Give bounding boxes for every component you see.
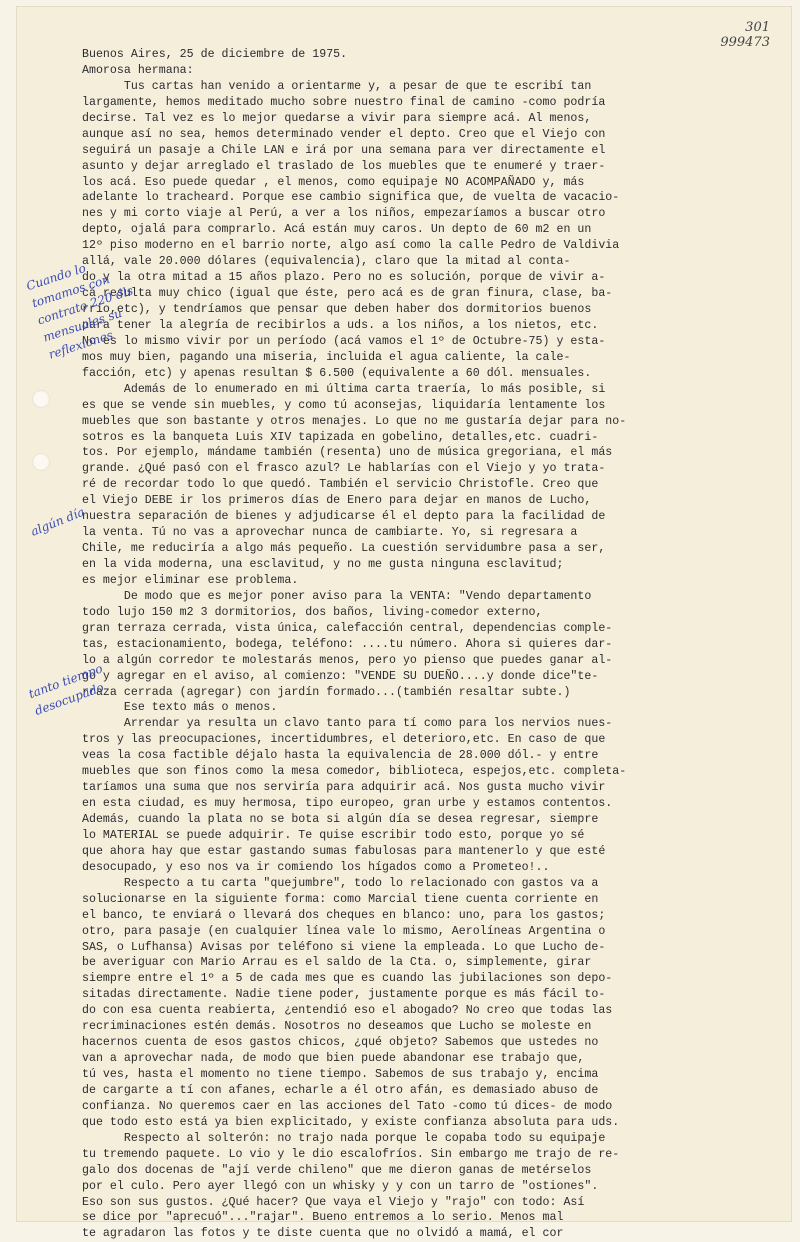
letter-line: Eso son sus gustos. ¿Qué hacer? Que vaya el Viejo y "rajo" con todo: Así xyxy=(82,1195,585,1209)
letter-line: te agradaron las fotos y te diste cuenta que no olvidó a mamá, el cor xyxy=(82,1227,564,1241)
letter-line: de cargarte a tí con afanes, echarle a él otro afán, es demasiado abuso de xyxy=(82,1083,599,1097)
letter-line: rrio,etc), y tendríamos que pensar que deben haber dos dormitorios buenos xyxy=(82,303,592,316)
letter-line: Respecto al solterón: no trajo nada porque le copaba todo su equipaje xyxy=(82,1131,606,1145)
letter-line: adelante lo tracheard. Porque ese cambio significa que, de vuelta de vacacio- xyxy=(82,191,620,205)
letter-line: confianza. No queremos caer en las acciones del Tato -como tú dices- de modo xyxy=(82,1099,613,1113)
letter-line: en esta ciudad, es muy hermosa, tipo europeo, gran urbe y estamos contentos. xyxy=(82,797,613,811)
typed-letter-body xyxy=(82,47,782,1242)
punch-hole xyxy=(32,453,50,471)
letter-line: todo lujo 150 m2 3 dormitorios, dos baños, living-comedor externo, xyxy=(82,605,543,619)
punch-hole xyxy=(32,390,50,408)
letter-line: allá, vale 20.000 dólares (equivalencia), claro que la mitad al conta- xyxy=(82,255,571,269)
letter-line: tú ves, hasta el momento no tiene tiempo. Sabemos de sus trabajo y, encima xyxy=(82,1068,599,1081)
letter-line: Arrendar ya resulta un clavo tanto para tí como para los nervios nues- xyxy=(82,717,613,731)
margin-note-handwritten: tanto tiempo desocupado xyxy=(26,661,106,718)
letter-line: Además, cuando la plata no se bota si algún día se desea regresar, siempre xyxy=(82,813,599,826)
letter-line: asunto y dejar arreglado el traslado de los muebles que te enumeré y traer- xyxy=(82,159,606,173)
letter-line: facción, etc) y apenas resultan $ 6.500 (equivalente a 60 dól. mensuales. xyxy=(82,366,592,380)
letter-line: que ahora hay que estar gastando sumas fabulosas para mantenerlo y que esté xyxy=(82,844,606,858)
letter-line: be averiguar con Mario Arrau es el saldo de la Cta. o, simplemente, girar xyxy=(82,956,592,970)
letter-line: Tus cartas han venido a orientarme y, a pesar de que te escribí tan xyxy=(82,79,592,93)
letter-line: gran terraza cerrada, vista única, calefacción central, dependencias comple- xyxy=(82,621,613,635)
letter-line: Buenos Aires, 25 de diciembre de 1975. xyxy=(82,48,348,61)
letter-line: lo MATERIAL se puede adquirir. Te quise escribir todo esto, porque yo sé xyxy=(82,828,585,842)
letter-line: Ese texto más o menos. xyxy=(82,701,278,715)
letter-line: decirse. Tal vez es lo mejor quedarse a vivir para siempre acá. Al menos, xyxy=(82,111,592,125)
letter-line: 12º piso moderno en el barrio norte, algo así como la calle Pedro de Valdivia xyxy=(82,239,620,253)
letter-line: veas la cosa factible déjalo hasta la equivalencia de 28.000 dól.- y entre xyxy=(82,749,599,763)
letter-line: lo a algún corredor te molestarás menos, pero yo pienso que puedes ganar al- xyxy=(82,653,613,667)
folio-mark xyxy=(720,20,770,50)
letter-line: otro, para pasaje (en cualquier línea vale lo mismo, Aerolíneas Argentina o xyxy=(82,924,606,938)
letter-line: do con esa cuenta reabierta, ¿entendió eso el abogado? No creo que todas las xyxy=(82,1004,613,1018)
letter-line: van a aprovechar nada, de modo que bien puede abandonar ese trabajo que, xyxy=(82,1052,585,1066)
letter-line: sotros es la banqueta Luis XIV tapizada en gobelino, detalles,etc. cuadri- xyxy=(82,430,599,444)
letter-line: depto, ojalá para comprarlo. Acá están muy caros. Un depto de 60 m2 en un xyxy=(82,223,592,237)
folio-code: 999473 xyxy=(720,35,770,50)
letter-line: tas, estacionamiento, bodega, teléfono: ....tu número. Ahora si quieres dar- xyxy=(82,637,613,651)
letter-line: taríamos una suma que nos serviría para adquirir acá. Nos gusta mucho vivir xyxy=(82,781,606,795)
letter-line: sitadas directamente. Nadie tiene poder, justamente porque es más fácil to- xyxy=(82,988,606,1002)
letter-line: seguirá un pasaje a Chile LAN e irá por una semana para ver directamente el xyxy=(82,143,606,157)
letter-line: desocupado, y eso nos va ir comiendo los hígados como a Prometeo!.. xyxy=(82,860,550,874)
letter-line: do y la otra mitad a 15 años plazo. Pero no es solución, porque de vivir a- xyxy=(82,271,606,285)
letter-line: siempre entre el 1º a 5 de cada mes que es cuando las jubilaciones son depo- xyxy=(82,972,613,986)
letter-line: SAS, o Lufhansa) Avisas por teléfono si viene la empleada. Lo que Lucho de- xyxy=(82,940,606,954)
letter-line: cá resulta muy chico (igual que éste, pero acá es de gran finura, clase, ba- xyxy=(82,287,613,301)
letter-line: largamente, hemos meditado mucho sobre nuestro final de camino -como podría xyxy=(82,95,606,109)
letter-line: tros y las preocupaciones, incertidumbres, el deterioro,etc. En caso de que xyxy=(82,733,606,747)
letter-line: en la vida moderna, una esclavitud, y no me gusta ninguna esclavitud; xyxy=(82,558,564,571)
letter-line: Chile, me reduciría a algo más pequeño. La cuestión servidumbre pasa a ser, xyxy=(82,542,606,556)
letter-line: los acá. Eso puede quedar , el menos, como equipaje NO ACOMPAÑADO y, más xyxy=(82,175,585,189)
letter-line: Amorosa hermana: xyxy=(82,63,194,77)
letter-line: el banco, te enviará o llevará dos cheques en blanco: uno, para los gastos; xyxy=(82,908,606,922)
folio-number: 301 xyxy=(745,20,770,35)
letter-line: nes y mi corto viaje al Perú, a ver a los niños, empezaríamos a buscar otro xyxy=(82,207,606,221)
letter-line: para tener la alegría de recibirlos a uds. a los niños, a los nietos, etc. xyxy=(82,318,599,332)
letter-line: hacernos cuenta de esos gastos chicos, ¿qué objeto? Sabemos que ustedes no xyxy=(82,1036,599,1050)
letter-line: aunque así no sea, hemos determinado vender el depto. Creo que el Viejo con xyxy=(82,127,606,141)
letter-line: grande. ¿Qué pasó con el frasco azul? Le hablarías con el Viejo y yo trata- xyxy=(82,462,606,476)
letter-line: ré de recordar todo lo que quedó. También el servicio Christofle. Creo que xyxy=(82,478,599,492)
margin-note-handwritten: algún día xyxy=(28,504,87,539)
letter-line: mos muy bien, pagando una miseria, incluida el agua caliente, la cale- xyxy=(82,350,571,364)
letter-line: tos. Por ejemplo, mándame también (resenta) uno de música gregoriana, el más xyxy=(82,446,613,460)
letter-line: el Viejo DEBE ir los primeros días de Enero para dejar en manos de Lucho, xyxy=(82,494,592,508)
letter-line: solucionarse en la siguiente forma: como Marcial tiene cuenta corriente en xyxy=(82,892,599,906)
letter-line: Respecto a tu carta "quejumbre", todo lo relacionado con gastos va a xyxy=(82,876,599,890)
letter-line: tu tremendo paquete. Lo vio y le dio escalofríos. Sin embargo me trajo de re- xyxy=(82,1147,620,1161)
letter-line: muebles que son bastante y otros menajes. Lo que no me gustaría dejar para no- xyxy=(82,414,627,428)
letter-line: Además de lo enumerado en mi última carta traería, lo más posible, si xyxy=(82,382,606,396)
letter-line: galo dos docenas de "ají verde chileno" que me dieron ganas de metérselos xyxy=(82,1163,592,1177)
letter-line: nuestra separación de bienes y adjudicarse él el depto para la facilidad de xyxy=(82,510,606,524)
letter-line: go y agregar en el aviso, al comienzo: "VENDE SU DUEÑO....y donde dice"te- xyxy=(82,669,599,683)
margin-note-handwritten: Cuando lo tomamos con contrato 220 dls mensuales su reflexiones xyxy=(24,260,135,362)
letter-line: muebles que son finos como la mesa comedor, biblioteca, espejos,etc. completa- xyxy=(82,765,627,779)
letter-line: es mejor eliminar ese problema. xyxy=(82,573,299,587)
letter-line: recriminaciones estén demás. Nosotros no deseamos que Lucho se moleste en xyxy=(82,1020,592,1034)
letter-line: la venta. Tú no vas a aprovechar nunca de cambiarte. Yo, si regresara a xyxy=(82,526,578,540)
letter-line: rraza cerrada (agregar) con jardín formado...(también resaltar subte.) xyxy=(82,685,571,699)
letter-line: se dice por "aprecuó"..."rajar". Bueno entremos a lo serio. Menos mal xyxy=(82,1211,564,1225)
letter-line: es que se vende sin muebles, y como tú aconsejas, liquidaría lentamente los xyxy=(82,398,606,412)
letter-line: por el culo. Pero ayer llegó con un whisky y y con un tarro de "ostiones". xyxy=(82,1179,599,1193)
letter-line: No es lo mismo vivir por un período (acá vamos el 1º de Octubre-75) y esta- xyxy=(82,334,606,348)
letter-line: De modo que es mejor poner aviso para la VENTA: "Vendo departamento xyxy=(82,589,592,603)
letter-line: que todo esto está ya bien explicitado, y existe confianza absoluta para uds. xyxy=(82,1115,620,1129)
